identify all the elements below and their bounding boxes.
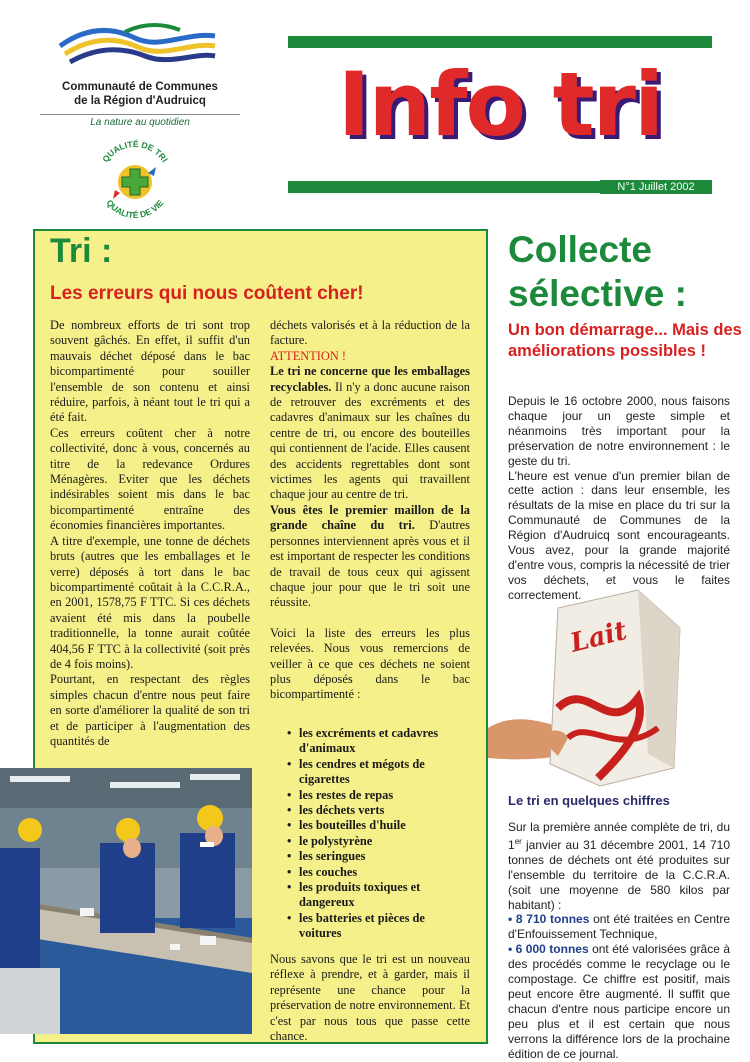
svg-text:QUALITÉ DE TRI	[100, 139, 170, 164]
list-item: • les cendres et mégots de cigarettes	[285, 757, 465, 788]
attention-label: ATTENTION !	[270, 348, 347, 363]
list-item: • les batteries et pièces de voitures	[285, 911, 465, 942]
paragraph: Voici la liste des erreurs les plus relevées. Nous vous remercions de veiller à ce que ces déchets ne soient plus déposés dans le bac bicompartimenté :	[270, 625, 470, 702]
paragraph	[270, 503, 470, 611]
list-item: • les excréments et cadavres d'animaux	[285, 726, 465, 757]
organization-logo	[55, 18, 220, 70]
paragraph: De nombreux efforts de tri sont trop souvent gâchés. En effet, il suffit d'un mauvais déchet déposé dans le bac bicompartimenté pour souiller l'ensemble de son contenu et ainsi réduire, parfois, à néant tout le tri qui a été fait.	[50, 318, 250, 425]
seal-text-bottom: QUALITÉ DE VIE	[104, 197, 166, 221]
paragraph-text: ont été traitées en Centre d'Enfouissement Technique,	[508, 912, 730, 942]
paragraph	[270, 364, 470, 503]
paragraph: A titre d'exemple, une tonne de déchets bruts (autres que les emballages et le verre) déposés à tort dans le bac bicompartimenté coûtait à la C.C.R.A., en 2001, 1578,75 F TTC. Si ces déchets avaient été mis dans la poubelle traditionnelle, la tonne aurait coûtée 404,56 F TTC à la collectivité (soit près de 4 fois moins).	[50, 533, 250, 671]
list-item: • les déchets verts	[285, 803, 465, 818]
list-item: • les bouteilles d'huile	[285, 818, 465, 833]
right-article-title	[508, 228, 748, 316]
error-list	[285, 726, 465, 942]
paragraph	[508, 820, 730, 912]
paragraph: Pourtant, en respectant des règles simples chacun d'entre nous peut faire en sorte d'améliorer la qualité de son tri et de participer à l'augmentation des quantités de	[50, 672, 250, 748]
masthead-title: Info tri	[337, 53, 663, 156]
paragraph: Depuis le 16 octobre 2000, nous faisons chaque jour un geste simple et néanmoins très important pour la préservation de notre environnement : le geste du tri.	[508, 394, 730, 468]
paragraph-text: ont été valorisées grâce à des procédés comme le recyclage ou le compostage. Ce chiffre est positif, mais peut encore être augmenté. Il suffit que chacun d'entre nous participe encore un peu plus et il est certain que nous verrons la différence lors de la prochaine édition de ce journal.	[508, 942, 730, 1061]
paragraph: Ces erreurs coûtent cher à notre collectivité, donc à vous, concernés au titre de la redevance Ordures Ménagères. Eviter que les déchets indésirables soient mis dans le bac bicompartimenté entraîne des économies financières importantes.	[50, 425, 250, 533]
left-article-subtitle: Les erreurs qui nous coûtent cher!	[50, 283, 364, 304]
figure-item: • 8 710 tonnes ont été traitées en Centre d'Enfouissement Technique,	[508, 912, 730, 942]
figure-value: 8 710 tonnes	[515, 912, 590, 927]
left-article-column-2	[270, 318, 470, 703]
figure-item: • 6 000 tonnes ont été valorisées grâce à des procédés comme le recyclage ou le compostage. Ce chiffre est positif, mais peut encore être augmenté. Il suffit que chacun d'entre nous participe encore un peu plus et il est certain que nous verrons la différence lors de la prochaine édition de ce journal.	[508, 942, 730, 1061]
bold-lead: Le tri ne concerne que les emballages recyclables.	[270, 364, 470, 394]
list-item: • le polystyrène	[285, 834, 465, 849]
left-article-column-1	[50, 318, 250, 749]
organization-name-line1: Communauté de Communes	[62, 81, 218, 93]
issue-label: N°1 Juillet 2002	[600, 180, 712, 194]
carton-label: Lait	[567, 615, 630, 659]
figures-heading: Le tri en quelques chiffres	[508, 793, 670, 808]
paragraph-text: janvier au 31 décembre 2001, 14 710 tonnes de déchets ont été produites sur l'ensemble du territoire de la C.C.R.A. (soit une moyenne de 580 kilos par habitant) :	[508, 837, 730, 912]
list-item: • les seringues	[285, 849, 465, 864]
milk-carton-illustration	[488, 588, 688, 788]
left-article-title: Tri :	[50, 232, 113, 270]
superscript: er	[514, 836, 522, 846]
paragraph-text: Il n'y a donc aucune raison de retrouver des excréments et des cadavres d'animaux sur les chaînes du centre de tri, ou encore des bouteilles qui contiennent de l'acide. Elles causent des accidents regrettables dont sont victimes les agents qui travaillent chaque jour au centre de tri.	[270, 379, 470, 502]
right-article-subtitle: Un bon démarrage... Mais des améliorations possibles !	[508, 321, 742, 360]
list-item: • les produits toxiques et dangereux	[285, 880, 465, 911]
paragraph: déchets valorisés et à la réduction de la facture.	[270, 318, 470, 348]
right-article-title-line2: sélective :	[508, 273, 687, 314]
organization-tagline: La nature au quotidien	[40, 114, 240, 128]
paragraph-text: Sur la première année complète de tri, du 1	[508, 820, 730, 852]
paragraph: L'heure est venue d'un premier bilan de cette action : dans leur ensemble, les résultats de la mise en place du tri sur la Communauté de Communes de la Région d'Audruicq sont encourageants. Vous avez, pour la grande majorité d'entre vous, compris la nécessité de trier vos déchets, et vous le faites correctement.	[508, 468, 730, 602]
figures-text	[508, 820, 730, 1062]
bold-lead: Vous êtes le premier maillon de la grande chaîne du tri.	[270, 502, 470, 533]
organization-name	[40, 80, 240, 108]
figure-value: 6 000 tonnes	[515, 942, 589, 957]
list-item: • les restes de repas	[285, 788, 465, 803]
organization-name-line2: de la Région d'Audruicq	[74, 95, 206, 107]
seal-text-top: QUALITÉ DE TRI	[100, 138, 170, 165]
sorting-center-photo	[0, 768, 252, 1034]
right-article-intro	[508, 394, 730, 603]
right-article-title-line1: Collecte	[508, 229, 652, 270]
left-article-closing: Nous savons que le tri est un nouveau réflexe à prendre, et à garder, mais il représente une chance pour la préservation de notre environnement. Et c'est par nous tous que passe cette chance.	[270, 952, 470, 1044]
paragraph-text: D'autres personnes interviennent après vous et il est important de respecter les conditions de travail de tous ceux qui agissent chaque jour pour que le tri soit une réussite.	[270, 518, 470, 610]
svg-text:QUALITÉ DE VIE	[105, 198, 166, 221]
quality-seal-logo	[90, 135, 180, 225]
list-item: • les couches	[285, 865, 465, 880]
